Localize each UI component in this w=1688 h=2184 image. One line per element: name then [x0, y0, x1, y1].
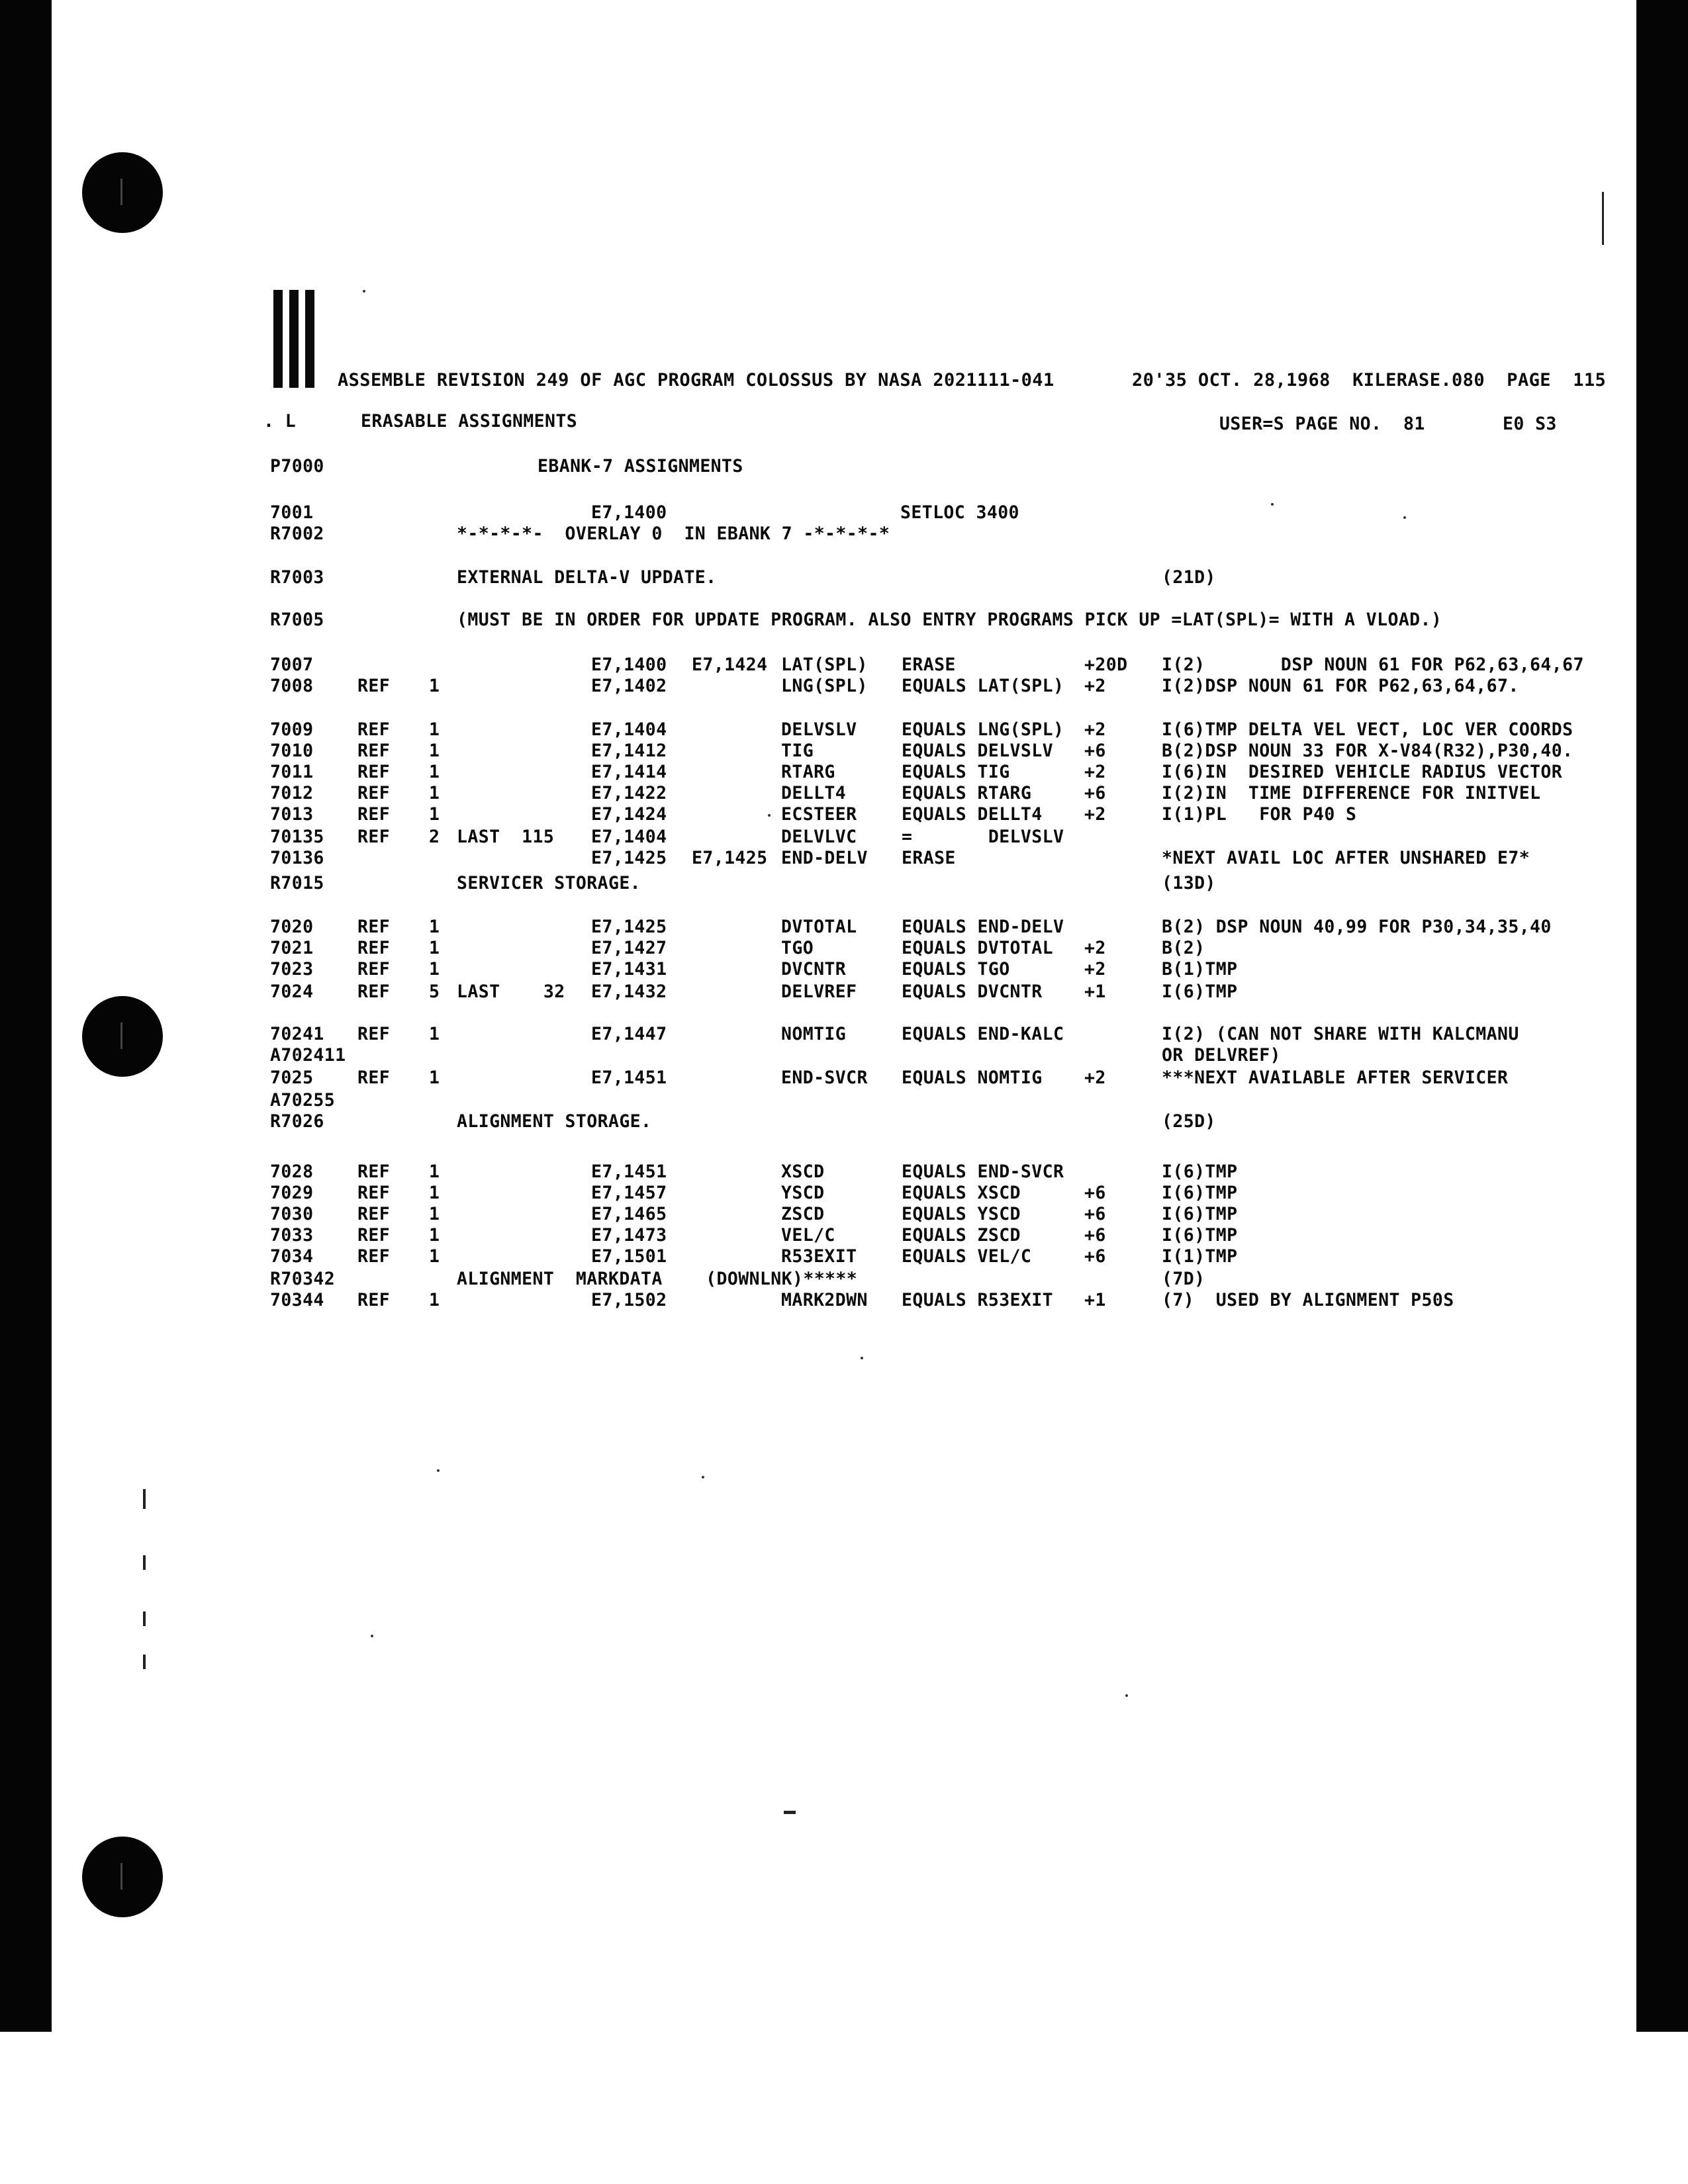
- scan-mark: [143, 1489, 146, 1509]
- comment-text: ***NEXT AVAILABLE AFTER SERVICER: [1162, 1068, 1509, 1088]
- listing-row: [0, 1269, 1688, 1291]
- ref-flag: REF: [357, 1161, 391, 1182]
- ref-count: 1: [429, 1225, 440, 1246]
- comment-text: (7D): [1162, 1269, 1205, 1289]
- card-number: R7003: [270, 567, 324, 588]
- ebank-address: E7,1422: [591, 783, 667, 803]
- offset: +2: [1084, 676, 1106, 696]
- ebank-address: E7,1501: [591, 1246, 667, 1267]
- listing-row: [0, 1068, 1688, 1089]
- listing-row: [0, 1291, 1688, 1312]
- card-number: A702411: [270, 1045, 346, 1066]
- comment-text: (21D): [1162, 567, 1216, 588]
- ref-count: 1: [429, 1183, 440, 1203]
- symbol-name: LAT(SPL): [781, 655, 868, 675]
- listing-row: [0, 741, 1688, 762]
- operation: EQUALS DVTOTAL: [902, 938, 1053, 958]
- punch-hole-top: [82, 152, 163, 233]
- operation: EQUALS LAT(SPL): [902, 676, 1064, 696]
- card-number: 70241: [270, 1024, 324, 1044]
- operation: EQUALS ZSCD: [902, 1225, 1021, 1246]
- listing-row: [0, 524, 1688, 545]
- ref-count: 1: [429, 676, 440, 696]
- symbol-name: DELVSLV: [781, 719, 857, 740]
- comment-text: *NEXT AVAIL LOC AFTER UNSHARED E7*: [1162, 848, 1530, 868]
- listing-row: [0, 1046, 1688, 1067]
- listing-row: [0, 1247, 1688, 1268]
- ref-flag: REF: [357, 827, 391, 847]
- ref-flag: REF: [357, 1024, 391, 1044]
- card-number: 7033: [270, 1225, 314, 1246]
- last-page-ref: LAST 32: [457, 981, 565, 1002]
- ref-count: 1: [429, 938, 440, 958]
- symbol-name: ZSCD: [781, 1204, 825, 1224]
- ref-count: 1: [429, 741, 440, 761]
- comment-text: B(2) DSP NOUN 40,99 FOR P30,34,35,40: [1162, 917, 1552, 937]
- operation: ERASE: [902, 848, 956, 868]
- operation: EQUALS END-KALC: [902, 1024, 1064, 1044]
- listing-row: [0, 457, 1688, 478]
- operation: EQUALS NOMTIG: [902, 1068, 1043, 1088]
- ref-flag: REF: [357, 741, 391, 761]
- card-number: R7015: [270, 873, 324, 893]
- scan-left-border: [0, 0, 52, 2032]
- card-number: 7034: [270, 1246, 314, 1267]
- offset: +6: [1084, 1225, 1106, 1246]
- ref-count: 1: [429, 762, 440, 782]
- ref-count: 1: [429, 1290, 440, 1310]
- card-number: 7011: [270, 762, 314, 782]
- last-page-ref: LAST 115: [457, 827, 555, 847]
- ebank-address: E7,1465: [591, 1204, 667, 1224]
- symbol-name: RTARG: [781, 762, 835, 782]
- card-number: 7008: [270, 676, 314, 696]
- ebank-address: E7,1424: [591, 804, 667, 825]
- scan-right-border: [1636, 0, 1688, 2032]
- ebank-address: E7,1431: [591, 959, 667, 979]
- scan-mark: [143, 1655, 146, 1669]
- listing-row: [0, 503, 1688, 524]
- symbol-name: DELLT4: [781, 783, 847, 803]
- symbol-name: DVTOTAL: [781, 917, 857, 937]
- section-title: ERASABLE ASSIGNMENTS: [361, 411, 578, 432]
- comment-text: I(1)PL FOR P40 S: [1162, 804, 1357, 825]
- symbol-name: LNG(SPL): [781, 676, 868, 696]
- comment-text: I(6)TMP DELTA VEL VECT, LOC VER COORDS: [1162, 719, 1573, 740]
- symbol-name: XSCD: [781, 1161, 825, 1182]
- ref-count: 1: [429, 783, 440, 803]
- ebank-address: E7,1473: [591, 1225, 667, 1246]
- comment-text: I(6)TMP: [1162, 1225, 1238, 1246]
- ref-count: 1: [429, 917, 440, 937]
- operation: EQUALS END-DELV: [902, 917, 1064, 937]
- offset: +6: [1084, 1246, 1106, 1267]
- comment-text: (7) USED BY ALIGNMENT P50S: [1162, 1290, 1454, 1310]
- ebank-address-end: E7,1424: [692, 655, 768, 675]
- ref-flag: REF: [357, 762, 391, 782]
- comment-text: I(2)IN TIME DIFFERENCE FOR INITVEL: [1162, 783, 1541, 803]
- ebank-address: E7,1447: [591, 1024, 667, 1044]
- ref-flag: REF: [357, 1068, 391, 1088]
- ref-flag: REF: [357, 1225, 391, 1246]
- ref-flag: REF: [357, 1246, 391, 1267]
- offset: +6: [1084, 783, 1106, 803]
- ebank-address: E7,1404: [591, 719, 667, 740]
- ebank-address: E7,1451: [591, 1161, 667, 1182]
- listing-row: [0, 1091, 1688, 1112]
- card-number: R70342: [270, 1269, 336, 1289]
- listing-row: [0, 784, 1688, 805]
- ebank-address: E7,1425: [591, 917, 667, 937]
- symbol-name: MARK2DWN: [781, 1290, 868, 1310]
- operation: EQUALS R53EXIT: [902, 1290, 1053, 1310]
- ref-count: 1: [429, 1161, 440, 1182]
- comment-text: I(6)IN DESIRED VEHICLE RADIUS VECTOR: [1162, 762, 1563, 782]
- symbol-name: NOMTIG: [781, 1024, 847, 1044]
- card-number: 70344: [270, 1290, 324, 1310]
- remark-text: SERVICER STORAGE.: [457, 873, 641, 893]
- remark-text: (MUST BE IN ORDER FOR UPDATE PROGRAM. ALSO ENTRY PROGRAMS PICK UP =LAT(SPL)= WITH A VLOAD.): [457, 610, 1442, 630]
- card-number: 7028: [270, 1161, 314, 1182]
- operation: EQUALS DELLT4: [902, 804, 1043, 825]
- listing-row: [0, 610, 1688, 631]
- operation: = DELVSLV: [902, 827, 1064, 847]
- offset: +6: [1084, 1183, 1106, 1203]
- ebank-address: E7,1502: [591, 1290, 667, 1310]
- operation: EQUALS TGO: [902, 959, 1010, 979]
- ref-count: 1: [429, 1204, 440, 1224]
- card-number: 7029: [270, 1183, 314, 1203]
- header-title: ASSEMBLE REVISION 249 OF AGC PROGRAM COLOSSUS BY NASA 2021111-041: [338, 370, 1055, 390]
- comment-text: B(1)TMP: [1162, 959, 1238, 979]
- offset: +2: [1084, 959, 1106, 979]
- scan-mark: [1602, 192, 1604, 245]
- ebank-address: E7,1404: [591, 827, 667, 847]
- card-number: 70136: [270, 848, 324, 868]
- ref-flag: REF: [357, 981, 391, 1002]
- listing-row: [0, 568, 1688, 589]
- card-number: 7021: [270, 938, 314, 958]
- offset: +6: [1084, 1204, 1106, 1224]
- listing-row: [0, 805, 1688, 826]
- ref-count: 5: [429, 981, 440, 1002]
- punch-hole-bottom: [82, 1837, 163, 1917]
- comment-text: I(6)TMP: [1162, 1183, 1238, 1203]
- operation: EQUALS DVCNTR: [902, 981, 1043, 1002]
- card-number: 7007: [270, 655, 314, 675]
- symbol-name: VEL/C: [781, 1225, 835, 1246]
- ref-flag: REF: [357, 1204, 391, 1224]
- offset: +6: [1084, 741, 1106, 761]
- ebank-address: E7,1425: [591, 848, 667, 868]
- listing-row: [0, 917, 1688, 938]
- ref-count: 1: [429, 1246, 440, 1267]
- listing-row: [0, 1112, 1688, 1133]
- ref-count: 1: [429, 719, 440, 740]
- ibm-logo-mark: [273, 290, 317, 388]
- remark-text: EXTERNAL DELTA-V UPDATE.: [457, 567, 717, 588]
- ref-flag: REF: [357, 804, 391, 825]
- header-margin-label: . L: [263, 411, 297, 432]
- operation: EQUALS TIG: [902, 762, 1010, 782]
- ref-flag: REF: [357, 959, 391, 979]
- card-number: 7001: [270, 502, 314, 523]
- card-number: 7024: [270, 981, 314, 1002]
- offset: +20D: [1084, 655, 1128, 675]
- operation: ERASE: [902, 655, 956, 675]
- symbol-name: DVCNTR: [781, 959, 847, 979]
- comment-text: I(2) DSP NOUN 61 FOR P62,63,64,67: [1162, 655, 1584, 675]
- comment-text: I(6)TMP: [1162, 981, 1238, 1002]
- offset: +1: [1084, 981, 1106, 1002]
- symbol-name: TGO: [781, 938, 814, 958]
- card-number: R7026: [270, 1111, 324, 1132]
- card-number: 7025: [270, 1068, 314, 1088]
- listing-row: [0, 982, 1688, 1003]
- card-number: P7000: [270, 456, 324, 477]
- card-number: R7005: [270, 610, 324, 630]
- ref-count: 1: [429, 1024, 440, 1044]
- listing-row: [0, 1183, 1688, 1205]
- ebank-address: E7,1402: [591, 676, 667, 696]
- listing-row: [0, 874, 1688, 895]
- card-number: 7010: [270, 741, 314, 761]
- listing-row: [0, 960, 1688, 981]
- operation: EQUALS YSCD: [902, 1204, 1021, 1224]
- listing-row: [0, 848, 1688, 870]
- ebank-address: E7,1400: [591, 655, 667, 675]
- symbol-name: R53EXIT: [781, 1246, 857, 1267]
- user-page-number: USER=S PAGE NO. 81: [1219, 414, 1425, 434]
- ebank-address: E7,1414: [591, 762, 667, 782]
- comment-text: I(1)TMP: [1162, 1246, 1238, 1267]
- listing-row: [0, 1205, 1688, 1226]
- offset: +2: [1084, 719, 1106, 740]
- remark-text: ALIGNMENT STORAGE.: [457, 1111, 652, 1132]
- ebank-address: E7,1432: [591, 981, 667, 1002]
- comment-text: OR DELVREF): [1162, 1045, 1281, 1066]
- operation: EQUALS XSCD: [902, 1183, 1021, 1203]
- card-number: 7023: [270, 959, 314, 979]
- scan-mark: [143, 1555, 146, 1570]
- card-number: 7012: [270, 783, 314, 803]
- offset: +2: [1084, 1068, 1106, 1088]
- card-number: 70135: [270, 827, 324, 847]
- operation: EQUALS DELVSLV: [902, 741, 1053, 761]
- ref-count: 1: [429, 804, 440, 825]
- offset: +2: [1084, 762, 1106, 782]
- symbol-name: END-SVCR: [781, 1068, 868, 1088]
- operation: EQUALS END-SVCR: [902, 1161, 1064, 1182]
- ref-flag: REF: [357, 783, 391, 803]
- ebank-address: E7,1457: [591, 1183, 667, 1203]
- comment-text: I(6)TMP: [1162, 1161, 1238, 1182]
- ref-flag: REF: [357, 676, 391, 696]
- comment-text: I(2) (CAN NOT SHARE WITH KALCMANU: [1162, 1024, 1519, 1044]
- scan-mark: [784, 1811, 796, 1814]
- listing-row: [0, 720, 1688, 741]
- operation: EQUALS VEL/C: [902, 1246, 1032, 1267]
- comment-text: I(6)TMP: [1162, 1204, 1238, 1224]
- header-date-page: 20'35 OCT. 28,1968 KILERASE.080 PAGE 115: [1132, 370, 1607, 390]
- card-number: 7030: [270, 1204, 314, 1224]
- offset: +2: [1084, 938, 1106, 958]
- offset: +2: [1084, 804, 1106, 825]
- listing-row: [0, 762, 1688, 784]
- symbol-name: DELVLVC: [781, 827, 857, 847]
- listing-row: [0, 1226, 1688, 1247]
- symbol-name: TIG: [781, 741, 814, 761]
- listing-row: [0, 655, 1688, 676]
- ref-count: 1: [429, 1068, 440, 1088]
- ebank-superbank: E0 S3: [1503, 414, 1557, 434]
- ref-flag: REF: [357, 938, 391, 958]
- listing-row: [0, 1024, 1688, 1046]
- operation: EQUALS RTARG: [902, 783, 1032, 803]
- ref-flag: REF: [357, 1183, 391, 1203]
- ebank-heading: EBANK-7 ASSIGNMENTS: [538, 456, 743, 477]
- scan-mark: [143, 1612, 146, 1626]
- comment-text: B(2)DSP NOUN 33 FOR X-V84(R32),P30,40.: [1162, 741, 1573, 761]
- comment-text: (13D): [1162, 873, 1216, 893]
- ref-count: 2: [429, 827, 440, 847]
- listing-row: [0, 827, 1688, 848]
- offset: +1: [1084, 1290, 1106, 1310]
- comment-text: B(2): [1162, 938, 1205, 958]
- remark-text: *-*-*-*- OVERLAY 0 IN EBANK 7 -*-*-*-*: [457, 523, 890, 544]
- ref-flag: REF: [357, 1290, 391, 1310]
- comment-text: (25D): [1162, 1111, 1216, 1132]
- listing-row: [0, 676, 1688, 698]
- symbol-name: YSCD: [781, 1183, 825, 1203]
- ref-flag: REF: [357, 917, 391, 937]
- symbol-name: END-DELV: [781, 848, 868, 868]
- symbol-name: DELVREF: [781, 981, 857, 1002]
- symbol-name: ECSTEER: [781, 804, 857, 825]
- listing-row: [0, 938, 1688, 960]
- operation: SETLOC 3400: [900, 502, 1019, 523]
- ref-count: 1: [429, 959, 440, 979]
- card-number: A70255: [270, 1090, 336, 1111]
- ebank-address-end: E7,1425: [692, 848, 768, 868]
- ebank-address: E7,1412: [591, 741, 667, 761]
- card-number: 7013: [270, 804, 314, 825]
- card-number: R7002: [270, 523, 324, 544]
- listing-row: [0, 1162, 1688, 1183]
- operation: EQUALS LNG(SPL): [902, 719, 1064, 740]
- comment-text: I(2)DSP NOUN 61 FOR P62,63,64,67.: [1162, 676, 1519, 696]
- remark-text: ALIGNMENT MARKDATA (DOWNLNK)*****: [457, 1269, 858, 1289]
- card-number: 7009: [270, 719, 314, 740]
- ref-flag: REF: [357, 719, 391, 740]
- ebank-address: E7,1400: [591, 502, 667, 523]
- ebank-address: E7,1451: [591, 1068, 667, 1088]
- card-number: 7020: [270, 917, 314, 937]
- ebank-address: E7,1427: [591, 938, 667, 958]
